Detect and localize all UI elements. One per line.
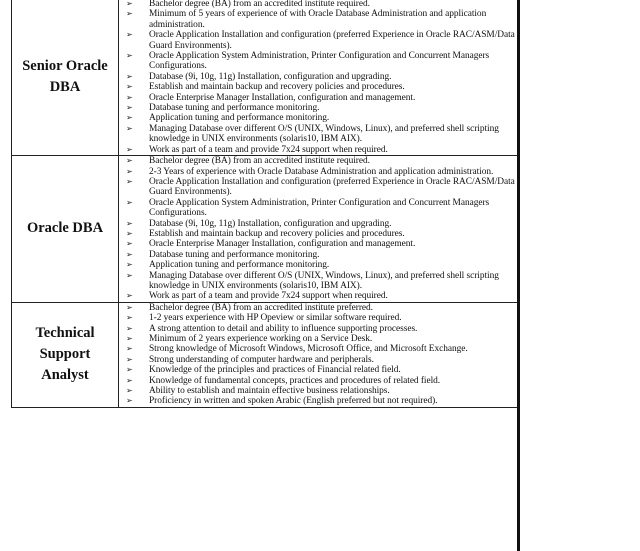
requirement-text: Establish and maintain backup and recovery policies and procedures. [149,228,405,239]
requirements-cell [119,156,520,303]
arrow-bullet-icon: ➢ [126,270,133,280]
arrow-bullet-icon: ➢ [126,9,133,19]
list-item [119,113,519,123]
arrow-bullet-icon: ➢ [126,103,133,113]
requirements-list [119,0,519,155]
arrow-bullet-icon: ➢ [126,0,133,8]
arrow-bullet-icon: ➢ [126,71,133,81]
requirement-text: Managing Database over different O/S (UNIX, Windows, Linux), and preferred shell scripting knowledge in UNIX environments (solaris10, IBM AIX). [149,123,499,145]
requirement-text: Oracle Application System Administration, Printer Configuration and Concurrent Managers Configurations. [149,51,490,72]
requirement-text: Strong understanding of computer hardware and peripherals. [149,354,374,365]
requirement-text: Minimum of 2 years experience working on a Service Desk. [149,334,373,344]
requirement-text: Application tuning and performance monitoring. [149,113,330,124]
list-item [119,313,519,323]
list-item [119,82,519,92]
requirement-text: Oracle Application System Administration, Printer Configuration and Concurrent Managers Configurations. [149,197,490,219]
list-item [119,386,519,396]
page-edge-line [517,0,520,551]
requirement-text: Bachelor degree (BA) from an accredited institute required. [149,156,370,167]
requirement-text: Bachelor degree (BA) from an accredited institute required. [149,0,370,9]
arrow-bullet-icon: ➢ [126,334,133,343]
requirements-cell [119,0,520,156]
list-item [119,334,519,344]
arrow-bullet-icon: ➢ [126,291,133,301]
list-item [119,219,519,229]
requirement-text: Work as part of a team and provide 7x24 support when required. [149,291,388,302]
arrow-bullet-icon: ➢ [126,344,133,354]
arrow-bullet-icon: ➢ [126,113,133,123]
list-item [119,51,519,72]
arrow-bullet-icon: ➢ [126,375,133,385]
requirement-text: Bachelor degree (BA) from an accredited institute preferred. [149,302,373,313]
arrow-bullet-icon: ➢ [126,30,133,40]
list-item [119,324,519,334]
list-item [119,103,519,113]
arrow-bullet-icon: ➢ [126,197,133,207]
list-item [119,229,519,239]
list-item [119,239,519,249]
list-item [119,145,519,155]
list-item [119,303,519,313]
list-item [119,396,519,406]
arrow-bullet-icon: ➢ [126,218,133,228]
list-item [119,355,519,365]
arrow-bullet-icon: ➢ [126,323,133,333]
table-row [12,302,520,407]
requirement-text: 1-2 years experience with HP Opeview or similar software required. [149,313,402,324]
arrow-bullet-icon: ➢ [126,123,133,133]
list-item [119,376,519,386]
arrow-bullet-icon: ➢ [126,302,133,312]
arrow-bullet-icon: ➢ [126,260,133,270]
arrow-bullet-icon: ➢ [126,365,133,375]
arrow-bullet-icon: ➢ [126,249,133,259]
table-row [12,156,520,303]
requirements-cell [119,302,520,407]
list-item [119,72,519,82]
requirement-text: Oracle Application Installation and configuration (preferred Experience in Oracle RAC/ASM/Data Guard Environments). [149,176,515,198]
list-item [119,344,519,354]
list-item [119,365,519,375]
arrow-bullet-icon: ➢ [126,156,133,166]
arrow-bullet-icon: ➢ [126,386,133,396]
list-item [119,156,519,166]
arrow-bullet-icon: ➢ [126,82,133,92]
list-item [119,0,519,9]
requirement-text: Knowledge of fundamental concepts, practices and procedures of related field. [149,375,441,386]
requirement-text: Database tuning and performance monitoring. [149,249,320,260]
requirement-text: Work as part of a team and provide 7x24 support when required. [149,144,388,155]
job-title-technical-support-analyst [12,302,119,407]
list-item [119,167,519,177]
requirement-text: Oracle Enterprise Manager Installation, configuration and management. [149,239,416,250]
requirement-text: Managing Database over different O/S (UNIX, Windows, Linux), and preferred shell scripting knowledge in UNIX environments (solaris10, IBM AIX). [149,270,499,291]
arrow-bullet-icon: ➢ [126,228,133,238]
requirements-list [119,156,519,302]
list-item [119,198,519,219]
list-item [119,291,519,301]
arrow-bullet-icon: ➢ [126,313,133,323]
requirement-text: 2-3 Years of experience with Oracle Database Administration and application administration. [149,166,494,177]
requirement-text: Database (9i, 10g, 11g) Installation, configuration and upgrading. [149,218,392,229]
requirement-text: Proficiency in written and spoken Arabic (English preferred but not required). [149,396,438,407]
requirement-text: Database (9i, 10g, 11g) Installation, configuration and upgrading. [149,71,392,82]
list-item [119,260,519,270]
arrow-bullet-icon: ➢ [126,354,133,364]
list-item [119,30,519,51]
list-item [119,124,519,145]
arrow-bullet-icon: ➢ [126,92,133,102]
job-title-text: Technical Support Analyst [35,325,95,384]
requirement-text: Application tuning and performance monitoring. [149,260,330,271]
list-item [119,250,519,260]
list-item [119,93,519,103]
requirement-text: Oracle Application Installation and configuration (preferred Experience in Oracle RAC/ASM/Data Guard Environments). [149,30,515,51]
arrow-bullet-icon: ➢ [126,176,133,186]
requirements-list [119,303,519,407]
job-title-oracle-dba: Oracle DBA [12,156,119,303]
requirement-text: Ability to establish and maintain effective business relationships. [149,386,390,397]
arrow-bullet-icon: ➢ [126,239,133,249]
job-requirements-table [11,0,520,408]
arrow-bullet-icon: ➢ [126,51,133,61]
arrow-bullet-icon: ➢ [126,144,133,154]
requirement-text: Minimum of 5 years of experience of with Oracle Database Administration and application administration. [149,9,487,30]
requirement-text: A strong attention to detail and ability to influence supporting processes. [149,323,418,334]
job-title-senior-oracle-dba: Senior Oracle DBA [12,0,119,156]
arrow-bullet-icon: ➢ [126,396,133,406]
requirement-text: Database tuning and performance monitoring. [149,103,320,114]
list-item [119,177,519,198]
list-item [119,9,519,30]
list-item [119,271,519,292]
arrow-bullet-icon: ➢ [126,166,133,176]
requirement-text: Knowledge of the principles and practices of Financial related field. [149,365,401,376]
requirement-text: Oracle Enterprise Manager Installation, configuration and management. [149,92,416,103]
table-row [12,0,520,156]
requirement-text: Strong knowledge of Microsoft Windows, Microsoft Office, and Microsoft Exchange. [149,344,468,355]
requirement-text: Establish and maintain backup and recovery policies and procedures. [149,82,405,93]
